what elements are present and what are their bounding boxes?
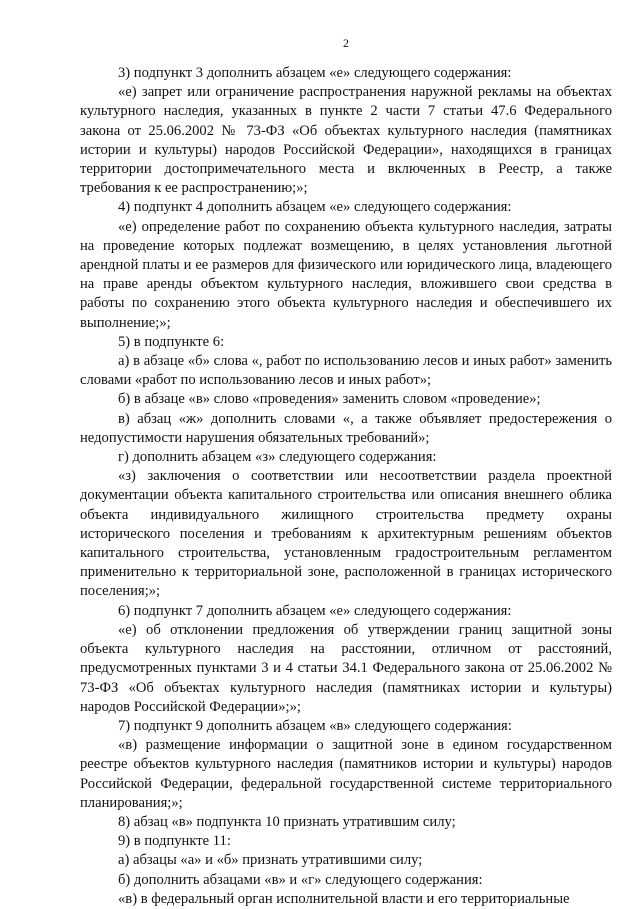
paragraph: «е) определение работ по сохранению объекта культурного наследия, затраты на проведение которых подлежат возмещению, в целях установления льготной арендной платы и ее размеров для физического или юридического лица, владеющего на праве аренды объектом культурного наследия, вложившего свои средства в работы по сохранению этого объекта культурного наследия и обеспечившего их выполнение;»; xyxy=(80,218,612,331)
paragraph: в) абзац «ж» дополнить словами «, а также объявляет предостережения о недопустимости нарушения обязательных требований»; xyxy=(80,410,612,446)
paragraph: 5) в подпункте 6: xyxy=(118,333,225,350)
paragraph: «е) об отклонении предложения об утверждении границ защитной зоны объекта культурного наследия на расстоянии, отличном от расстояний, предусмотренных пунктами 3 и 4 статьи 34.1 Федерального закона от 25.06.2002 № 73-ФЗ «Об объектах культурного наследия (памятниках истории и культуры) народов Российской Федерации»;»; xyxy=(80,621,612,715)
paragraph: б) дополнить абзацами «в» и «г» следующего содержания: xyxy=(118,871,483,888)
paragraph: 4) подпункт 4 дополнить абзацем «е» следующего содержания: xyxy=(118,199,512,216)
paragraph: б) в абзаце «в» слово «проведения» заменить словом «проведение»; xyxy=(118,391,541,408)
paragraph: «е) запрет или ограничение распространения наружной рекламы на объектах культурного наследия, указанных в пункте 2 части 7 статьи 47.6 Федерального закона от 25.06.2002 № 73-ФЗ «Об объектах культурного наследия (памятниках истории и культуры) народов Российской Федерации», находящихся в границах территории достопримечательного места и включенных в Реестр, а также требования к ее распространению;»; xyxy=(80,84,612,197)
paragraph: г) дополнить абзацем «з» следующего содержания: xyxy=(118,449,437,466)
paragraph: а) абзацы «а» и «б» признать утратившими силу; xyxy=(118,852,423,869)
paragraph: 6) подпункт 7 дополнить абзацем «е» следующего содержания: xyxy=(118,602,512,619)
paragraph: 3) подпункт 3 дополнить абзацем «е» следующего содержания: xyxy=(118,65,512,81)
page-number: 2 xyxy=(343,36,349,50)
paragraph: 7) подпункт 9 дополнить абзацем «в» следующего содержания: xyxy=(118,717,512,734)
paragraph: «з) заключения о соответствии или несоответствии раздела проектной документации объекта капитального строительства или описания внешнего облика объекта индивидуального жилищного строительства предмету охраны исторического поселения и требованиям к архитектурным решениям объектов капитального строительства, установленным градостроительным регламентом применительно к территориальной зоне, расположенной в границах исторического поселения;»; xyxy=(80,468,612,600)
paragraph: а) в абзаце «б» слова «, работ по использованию лесов и иных работ» заменить словами «работ по использованию лесов и иных работ»; xyxy=(80,353,612,389)
paragraph: «в) размещение информации о защитной зоне в едином государственном реестре объектов культурного наследия (памятников истории и культуры) народов Российской Федерации, федеральной государственной системе территориального планирования;»; xyxy=(80,737,612,811)
paragraph: «в) в федеральный орган исполнительной власти и его территориальные xyxy=(118,890,570,907)
paragraph: 8) абзац «в» подпункта 10 признать утратившим силу; xyxy=(118,813,456,830)
paragraph: 9) в подпункте 11: xyxy=(118,833,231,850)
